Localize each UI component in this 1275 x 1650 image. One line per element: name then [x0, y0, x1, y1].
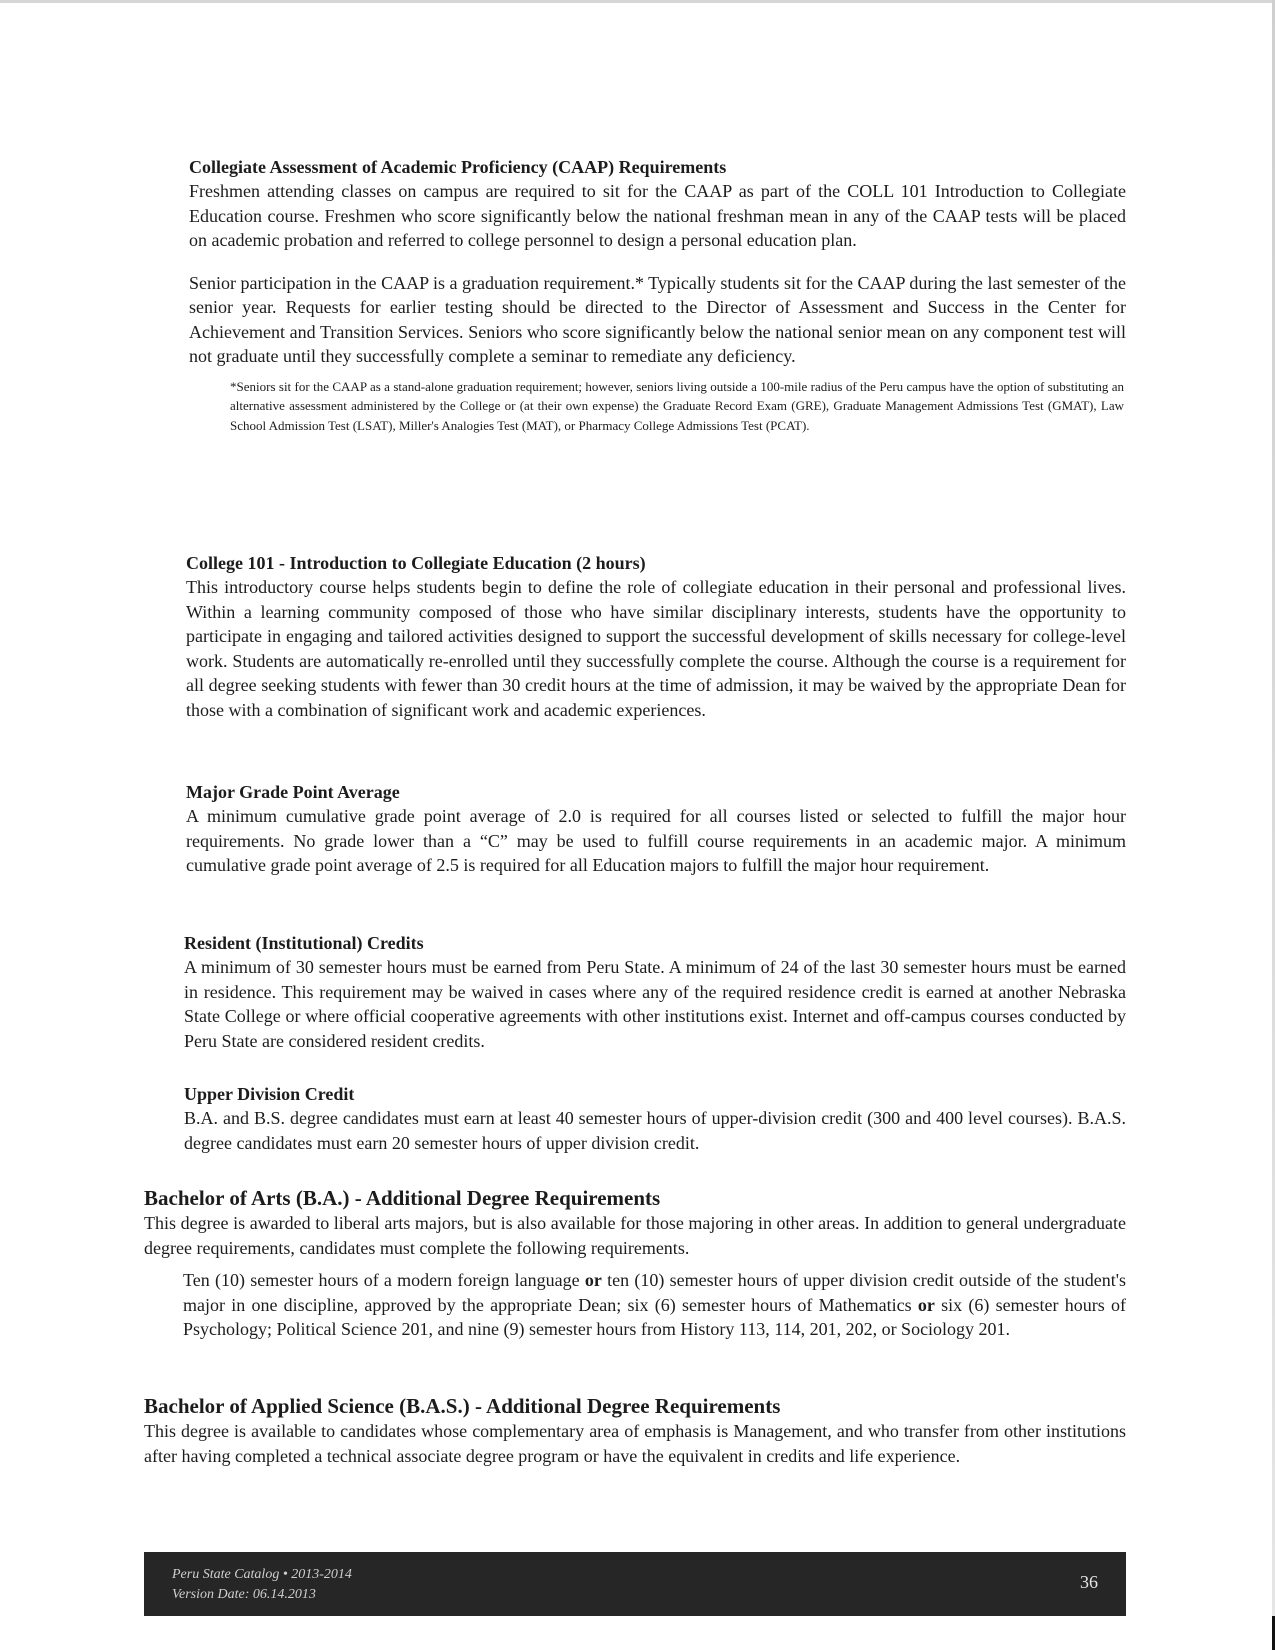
bas-section	[144, 1393, 1126, 1468]
ba-section	[144, 1185, 1126, 1342]
caap-heading: Collegiate Assessment of Academic Proficiency (CAAP) Requirements	[189, 157, 727, 177]
page-edge	[0, 0, 1275, 3]
upper-division-heading: Upper Division Credit	[184, 1084, 355, 1104]
ba-requirements	[183, 1268, 1126, 1342]
coll101-paragraph: This introductory course helps students begin to define the role of collegiate education in their personal and professional lives. Within a learning community composed of those who have similar disciplinary interests, students have the opportunity to participate in engaging and tailored activities designed to support the successful development of skills necessary for college-level work. Students are automatically re-enrolled until they successfully complete the course. Although the course is a requirement for all degree seeking students with fewer than 30 credit hours at the time of admission, it may be waived by the appropriate Dean for those with a combination of significant work and academic experiences.	[186, 577, 1126, 720]
caap-section	[189, 155, 1126, 435]
ba-req-or-1: or	[584, 1270, 602, 1290]
ba-req-text-1: Ten (10) semester hours of a modern foreign language	[183, 1270, 585, 1290]
ba-req-or-2: or	[917, 1294, 935, 1315]
ba-req-text-3: six (6) semester hours of Psychology; Political Science 201, and nine (9) semester hours from History 113, 114, 201, 202, or Sociology 201.	[183, 1294, 1127, 1339]
footer-bar	[144, 1552, 1126, 1616]
major-gpa-section	[186, 780, 1126, 878]
caap-paragraph-seniors: Senior participation in the CAAP is a graduation requirement.* Typically students sit for the CAAP during the last semester of the senior year. Requests for earlier testing should be directed to the Director of Assessment and Success in the Center for Achievement and Transition Services. Seniors who score significantly below the national senior mean on any component test will not graduate until they successfully complete a seminar to remediate any deficiency.	[189, 272, 1126, 366]
upper-division-paragraph: B.A. and B.S. degree candidates must earn at least 40 semester hours of upper-division credit (300 and 400 level courses). B.A.S. degree candidates must earn 20 semester hours of upper division credit.	[184, 1108, 1126, 1153]
bas-heading: Bachelor of Applied Science (B.A.S.) - Additional Degree Requirements	[144, 1394, 781, 1418]
footer-catalog-info	[172, 1565, 352, 1605]
major-gpa-heading: Major Grade Point Average	[186, 782, 400, 802]
footer-version-date: Version Date: 06.14.2013	[172, 1587, 316, 1602]
upper-division-section	[184, 1082, 1126, 1155]
ba-paragraph: This degree is awarded to liberal arts majors, but is also available for those majoring in other areas. In addition to general undergraduate degree requirements, candidates must complete the following requirements.	[144, 1213, 1126, 1258]
resident-credits-section	[184, 931, 1126, 1053]
coll101-section	[186, 551, 1126, 722]
coll101-heading: College 101 - Introduction to Collegiate Education (2 hours)	[186, 553, 646, 573]
caap-paragraph-freshmen: Freshmen attending classes on campus are required to sit for the CAAP as part of the COLL 101 Introduction to Collegiate Education course. Freshmen who score significantly below the national freshman mean in any of the CAAP tests will be placed on academic probation and referred to college personnel to design a personal education plan.	[189, 181, 1126, 250]
footer-catalog-title: Peru State Catalog • 2013-2014	[172, 1567, 352, 1582]
ba-heading: Bachelor of Arts (B.A.) - Additional Degree Requirements	[144, 1186, 661, 1210]
bas-paragraph: This degree is available to candidates whose complementary area of emphasis is Management, and who transfer from other institutions after having completed a technical associate degree program or have the equivalent in credits and life experience.	[144, 1421, 1126, 1466]
resident-credits-paragraph: A minimum of 30 semester hours must be earned from Peru State. A minimum of 24 of the last 30 semester hours must be earned in residence. This requirement may be waived in cases where any of the required residence credit is earned at another Nebraska State College or where official cooperative agreements with other institutions exist. Internet and off-campus courses conducted by Peru State are considered resident credits.	[184, 957, 1126, 1051]
resident-credits-heading: Resident (Institutional) Credits	[184, 933, 424, 953]
ba-req-text-2: ten (10) semester hours of upper division credit outside of the student's major in one discipline, approved by the appropriate Dean; six (6) semester hours of Mathematics	[183, 1270, 1126, 1315]
caap-footnote: *Seniors sit for the CAAP as a stand-alone graduation requirement; however, seniors living outside a 100-mile radius of the Peru campus have the option of substituting an alternative assessment administered by the College or (at their own expense) the Graduate Record Exam (GRE), Graduate Management Admissions Test (GMAT), Law School Admission Test (LSAT), Miller's Analogies Test (MAT), or Pharmacy College Admissions Test (PCAT).	[230, 378, 1124, 433]
page-number: 36	[1080, 1572, 1098, 1592]
major-gpa-paragraph: A minimum cumulative grade point average of 2.0 is required for all courses listed or selected to fulfill the major hour requirements. No grade lower than a “C” may be used to fulfill course requirements in an academic major. A minimum cumulative grade point average of 2.5 is required for all Education majors to fulfill the major hour requirement.	[186, 806, 1126, 875]
